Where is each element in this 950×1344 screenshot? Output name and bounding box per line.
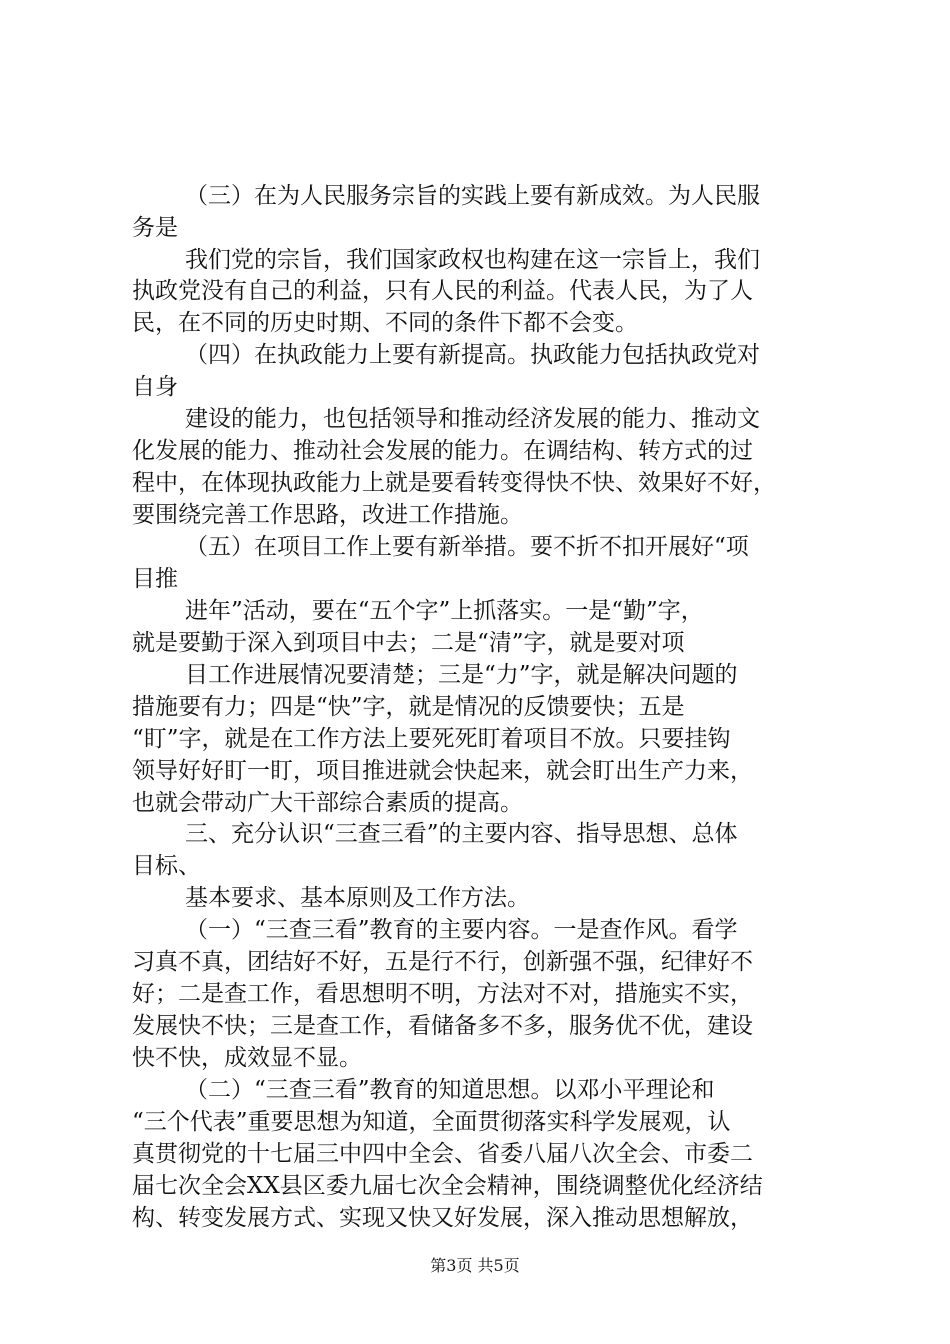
text-line: 发展快不快；三是查工作，看储备多不多，服务优不优，建设: [132, 1013, 753, 1039]
section-heading-line: 目标、: [132, 853, 201, 879]
text-line: 就是要勤于深入到项目中去；二是“清”字，就是要对项: [132, 630, 685, 656]
text-line: 措施要有力；四是“快”字，就是情况的反馈要快；五是: [132, 694, 685, 720]
text-line: （一）“三查三看”教育的主要内容。一是查作风。看学: [185, 917, 738, 943]
text-line: 目推: [132, 566, 178, 592]
text-line: 快不快，成效显不显。: [132, 1045, 362, 1071]
text-line: 我们党的宗旨，我们国家政权也构建在这一宗旨上，我们: [185, 247, 760, 273]
text-line: 自身: [132, 374, 178, 400]
text-line: 习真不真，团结好不好，五是行不行，创新强不强，纪律好不: [132, 949, 753, 975]
text-line: 民，在不同的历史时期、不同的条件下都不会变。: [132, 310, 638, 336]
text-line: 执政党没有自己的利益，只有人民的利益。代表人民，为了人: [132, 278, 753, 304]
text-line: 建设的能力，也包括领导和推动经济发展的能力、推动文: [185, 406, 760, 432]
text-line: 要围绕完善工作思路，改进工作措施。: [132, 502, 523, 528]
text-line: 真贯彻党的十七届三中四中全会、省委八届八次全会、市委二: [132, 1141, 753, 1167]
text-line: 构、转变发展方式、实现又快又好发展，深入推动思想解放，: [132, 1205, 753, 1231]
page-number-footer: 第3页 共5页: [430, 1256, 520, 1275]
text-line: 程中，在体现执政能力上就是要看转变得快不快、效果好不好，: [132, 470, 776, 496]
text-line: 也就会带动广大干部综合素质的提高。: [132, 790, 523, 816]
text-line: 领导好好盯一盯，项目推进就会快起来，就会盯出生产力来，: [132, 758, 753, 784]
text-line: （三）在为人民服务宗旨的实践上要有新成效。为人民服: [185, 183, 760, 209]
text-line: 进年”活动，要在“五个字”上抓落实。一是“勤”字，: [185, 598, 704, 624]
text-line: （四）在执政能力上要有新提高。执政能力包括执政党对: [185, 342, 760, 368]
text-line: （五）在项目工作上要有新举措。要不折不扣开展好“项: [185, 534, 749, 560]
text-line: 目工作进展情况要清楚；三是“力”字，就是解决问题的: [185, 662, 738, 688]
text-line: （二）“三查三看”教育的知道思想。以邓小平理论和: [185, 1077, 715, 1103]
section-heading-line: 三、充分认识“三查三看”的主要内容、指导思想、总体: [185, 821, 738, 847]
text-line: “盯”字，就是在工作方法上要死死盯着项目不放。只要挂钩: [132, 726, 731, 752]
text-line: 化发展的能力、推动社会发展的能力。在调结构、转方式的过: [132, 438, 753, 464]
section-heading-line: 基本要求、基本原则及工作方法。: [185, 885, 530, 911]
text-line: “三个代表”重要思想为知道，全面贯彻落实科学发展观，认: [132, 1109, 731, 1135]
text-line: 务是: [132, 215, 178, 241]
text-line: 届七次全会XX县区委九届七次全会精神，围绕调整优化经济结: [132, 1173, 763, 1199]
text-line: 好；二是查工作，看思想明不明，方法对不对，措施实不实，: [132, 981, 753, 1007]
